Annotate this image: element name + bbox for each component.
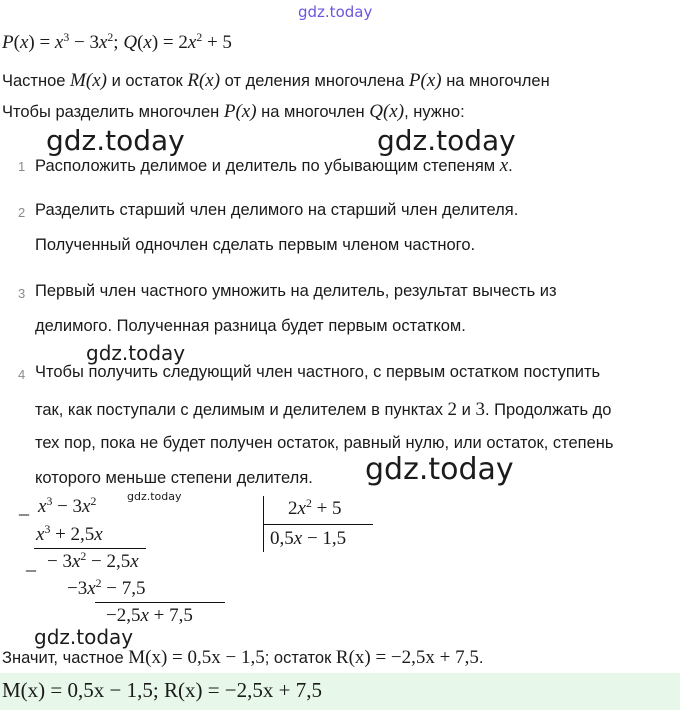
step-number: 1 xyxy=(18,159,26,174)
watermark: gdz.today xyxy=(46,124,185,157)
division-minus-sign: _ xyxy=(26,552,36,574)
division-remainder-2: −2,5x + 7,5 xyxy=(106,605,193,626)
division-remainder-1: − $3x^2 - 2,5x$ xyxy=(47,549,139,572)
step-text: которого меньше степени делителя. xyxy=(35,469,313,487)
division-divisor: $2x^2 + 5$ xyxy=(288,496,342,519)
watermark: gdz.today xyxy=(377,124,516,157)
watermark: gdz.today xyxy=(365,452,514,487)
division-minus-sign: _ xyxy=(19,496,29,518)
step-text: Чтобы получить следующий член частного, с первым остатком поступить xyxy=(35,363,601,381)
division-quotient: 0,5x − 1,5 xyxy=(270,528,347,549)
division-dividend: $x^3 - 3x^2$ xyxy=(38,494,97,517)
problem-statement: $P(x) = x^3 - 3x^2$; $Q(x) = 2x^2 + 5$ xyxy=(2,30,232,53)
watermark-top: gdz.today xyxy=(298,3,373,21)
intro-line: Частное M(x) и остаток R(x) от деления многочлена P(x) на многочлен xyxy=(2,70,550,91)
how-line: Чтобы разделить многочлен P(x) на многочлен Q(x), нужно: xyxy=(2,101,465,122)
division-subtrahend-1: $x^3 + 2,5x$ xyxy=(36,522,103,545)
step-text: делимого. Полученная разница будет первым остатком. xyxy=(35,317,466,335)
step-text: Расположить делимое и делитель по убывающим степеням x. xyxy=(35,155,513,176)
answer-line: M(x) = 0,5x − 1,5; R(x) = −2,5x + 7,5 xyxy=(2,678,322,702)
division-line xyxy=(34,548,146,549)
step-number: 4 xyxy=(18,367,26,382)
watermark: gdz.today xyxy=(34,625,134,649)
watermark: gdz.today xyxy=(86,341,186,365)
division-line xyxy=(95,602,225,603)
watermark: gdz.today xyxy=(127,490,182,503)
division-line xyxy=(263,524,373,525)
step-text: Полученный одночлен сделать первым членом частного. xyxy=(35,236,476,254)
step-text: тех пор, пока не будет получен остаток, равный нулю, или остаток, степень xyxy=(35,434,614,452)
step-number: 2 xyxy=(18,205,26,220)
division-subtrahend-2: $-3x^2 - 7,5$ xyxy=(67,576,146,599)
step-text: так, как поступали с делимым и делителем в пунктах 2 и 3. Продолжать до xyxy=(35,399,612,420)
step-text: Первый член частного умножить на делитель, результат вычесть из xyxy=(35,282,557,300)
step-number: 3 xyxy=(18,286,26,301)
step-text: Разделить старший член делимого на старший член делителя. xyxy=(35,201,519,219)
conclusion-line: Значит, частное M(x) = 0,5x − 1,5; остаток R(x) = −2,5x + 7,5. xyxy=(2,647,484,668)
